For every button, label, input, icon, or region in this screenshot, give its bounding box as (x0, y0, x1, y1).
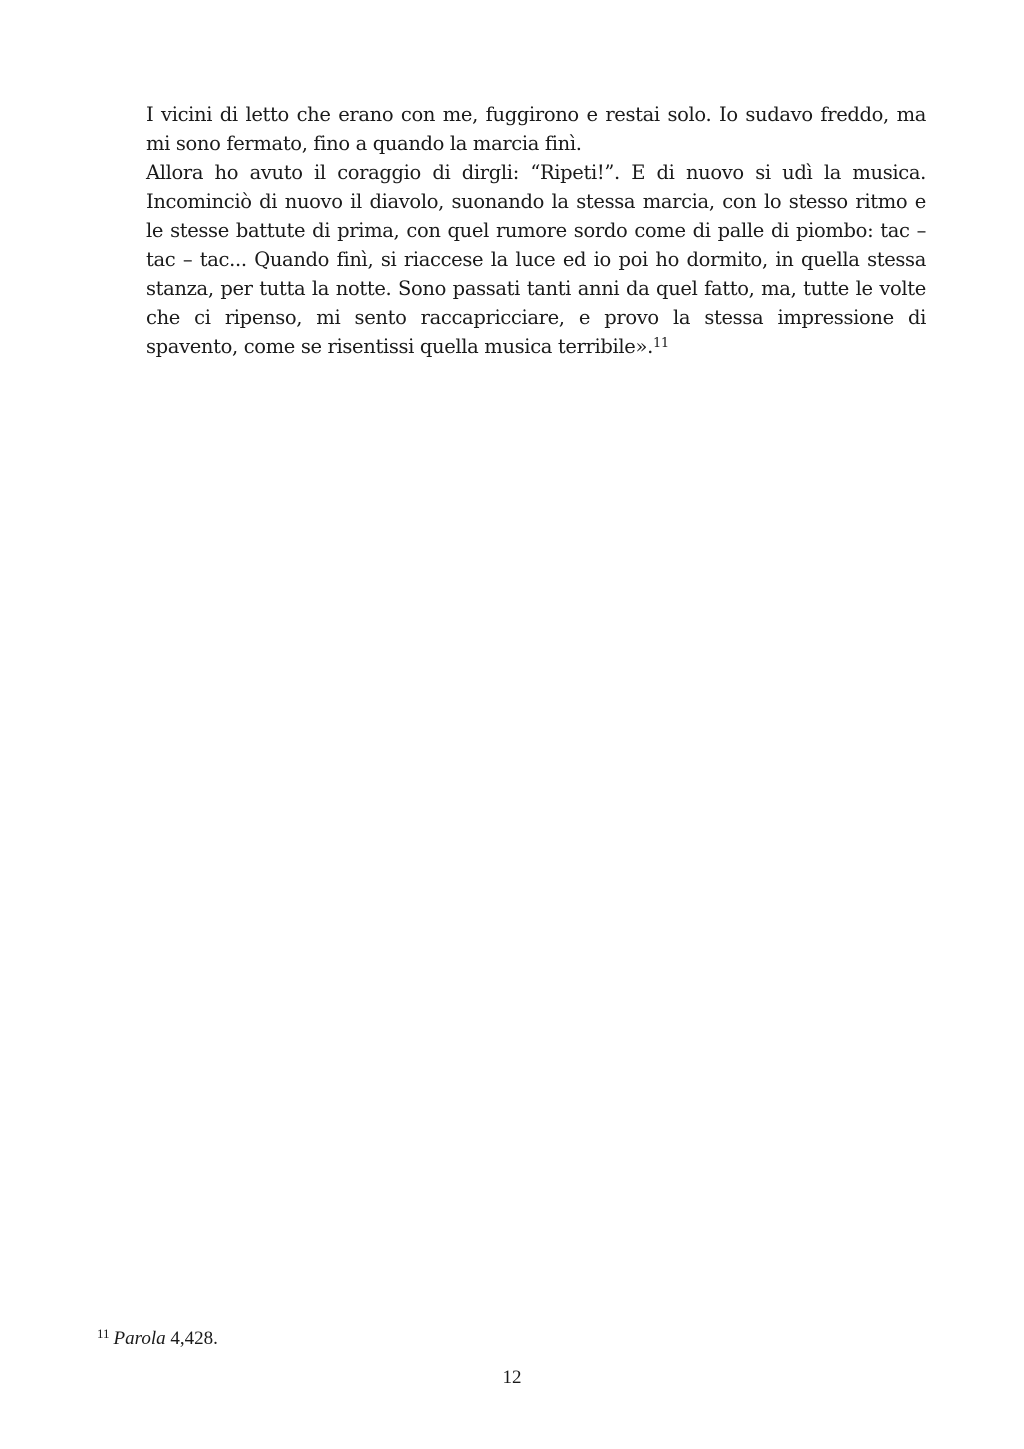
paragraph (146, 158, 926, 361)
paragraph-text: Allora ho avuto il coraggio di dirgli: “Ripeti!”. E di nuovo si udì la musica. Incominciò di nuovo il diavolo, suonando la stessa marcia, con lo stesso ritmo e le stesse battute di prima, con quel rumore sordo come di palle di piombo: tac – tac – tac... Quando finì, si riaccese la luce ed io poi ho dormito, in quella stessa stanza, per tutta la notte. Sono passati tanti anni da quel fatto, ma, tutte le volte che ci ripenso, mi sento raccapricciare, e provo la stessa impressione di spavento, come se risentissi quella musica terribile». (146, 161, 926, 358)
footnote-source-title: Parola (113, 1328, 166, 1349)
main-text (146, 100, 926, 361)
footnote-reference[interactable]: 11 (652, 336, 669, 351)
paragraph-text: I vicini di letto che erano con me, fuggirono e restai solo. Io sudavo freddo, ma mi sono fermato, fino a quando la marcia finì. (146, 103, 926, 155)
paragraph (146, 100, 926, 158)
footnote (97, 1327, 218, 1351)
footnote-number: 11 (97, 1326, 110, 1341)
page-number: 12 (502, 1367, 522, 1388)
footnote-reference-text: 4,428. (165, 1328, 218, 1349)
